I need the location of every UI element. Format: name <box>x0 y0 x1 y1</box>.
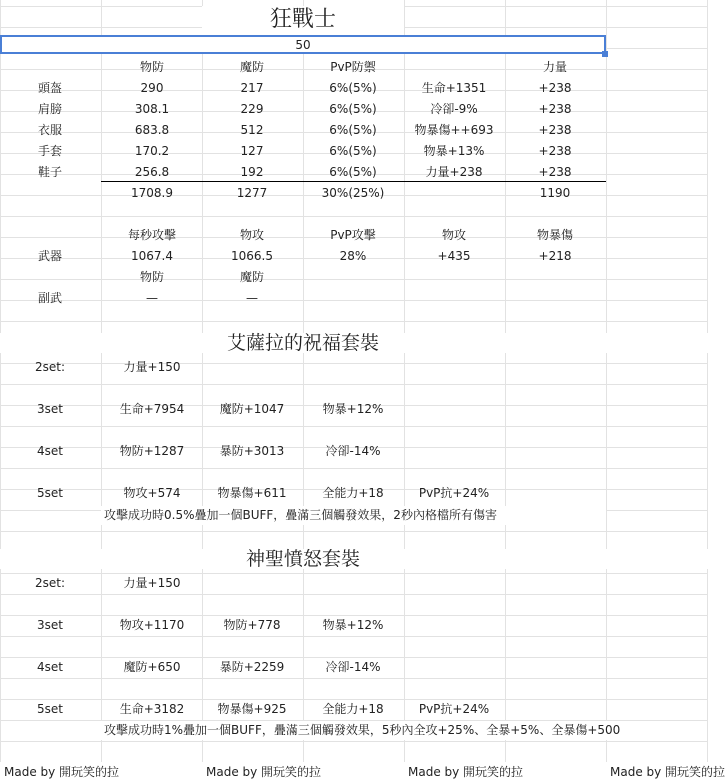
armor-extra: 冷卻-9% <box>430 102 478 116</box>
set-bonus: 物防+778 <box>223 618 281 632</box>
level-value: 50 <box>295 38 311 52</box>
armor-pvp: 6%(5%) <box>329 144 377 158</box>
weapon-header: 每秒攻擊 <box>127 228 177 242</box>
armor-extra: 力量+238 <box>425 165 483 179</box>
offhand-header: 物防 <box>139 270 165 284</box>
armor-pdef: 308.1 <box>134 102 170 116</box>
offhand-header: 魔防 <box>239 270 265 284</box>
set-bonus: 冷卻-14% <box>325 444 381 458</box>
weapon-value: 1066.5 <box>231 249 273 263</box>
set-bonus: 全能力+18 <box>322 702 384 716</box>
set-tier-label: 3set <box>37 618 63 632</box>
set-title: 神聖憤怒套裝 <box>245 548 361 570</box>
set-bonus: 全能力+18 <box>322 486 384 500</box>
footer-credit: Made by 開玩笑的拉 <box>610 765 725 779</box>
armor-pdef: 170.2 <box>134 144 170 158</box>
set-title: 艾薩拉的祝福套裝 <box>226 332 380 354</box>
set-tier-label: 4set <box>37 444 63 458</box>
set-bonus: 魔防+650 <box>123 660 181 674</box>
armor-str: +238 <box>538 165 572 179</box>
set-bonus: 物攻+1170 <box>119 618 185 632</box>
set-bonus: 暴防+2259 <box>219 660 285 674</box>
footer-credit: Made by 開玩笑的拉 <box>206 765 322 779</box>
set-tier-label: 5set <box>37 486 63 500</box>
armor-pvp: 6%(5%) <box>329 81 377 95</box>
set-tier-label: 3set <box>37 402 63 416</box>
offhand-value: — <box>246 291 258 305</box>
armor-slot: 手套 <box>37 144 63 158</box>
set-bonus: 物暴傷+611 <box>217 486 287 500</box>
armor-pdef: 256.8 <box>134 165 170 179</box>
set-bonus: 力量+150 <box>123 576 181 590</box>
total-pvp: 30%(25%) <box>321 186 385 200</box>
set-tier-label: 2set: <box>34 360 66 374</box>
weapon-header: PvP攻擊 <box>330 228 376 242</box>
weapon-value: 1067.4 <box>131 249 173 263</box>
weapon-value: +435 <box>437 249 471 263</box>
armor-mdef: 229 <box>240 102 264 116</box>
armor-str: +238 <box>538 144 572 158</box>
set-bonus: 物暴+12% <box>322 618 384 632</box>
set-bonus: 暴防+3013 <box>219 444 285 458</box>
armor-header-mdef: 魔防 <box>239 60 265 74</box>
set-tier-label: 2set: <box>34 576 66 590</box>
weapon-value: 28% <box>339 249 367 263</box>
set-bonus: 魔防+1047 <box>219 402 285 416</box>
weapon-value: +218 <box>538 249 572 263</box>
set-bonus: 生命+7954 <box>119 402 185 416</box>
armor-mdef: 512 <box>240 123 264 137</box>
total-str: 1190 <box>539 186 571 200</box>
armor-slot: 頭盔 <box>37 81 63 95</box>
offhand-label: 副武 <box>37 291 63 305</box>
armor-slot: 衣服 <box>37 123 63 137</box>
armor-str: +238 <box>538 81 572 95</box>
weapon-label: 武器 <box>37 249 63 263</box>
armor-slot: 鞋子 <box>37 165 63 179</box>
armor-header-pdef: 物防 <box>139 60 165 74</box>
set-bonus: PvP抗+24% <box>418 702 490 716</box>
set-tier-label: 4set <box>37 660 63 674</box>
weapon-header: 物暴傷 <box>536 228 574 242</box>
armor-pvp: 6%(5%) <box>329 123 377 137</box>
set-bonus: 生命+3182 <box>119 702 185 716</box>
armor-str: +238 <box>538 102 572 116</box>
weapon-header: 物攻 <box>239 228 265 242</box>
footer-credit: Made by 開玩笑的拉 <box>4 765 120 779</box>
armor-extra: 物暴+13% <box>423 144 485 158</box>
armor-pvp: 6%(5%) <box>329 102 377 116</box>
armor-pdef: 683.8 <box>134 123 170 137</box>
total-mdef: 1277 <box>236 186 268 200</box>
set-bonus: 冷卻-14% <box>325 660 381 674</box>
set-bonus: PvP抗+24% <box>418 486 490 500</box>
set-note: 攻擊成功時1%疊加一個BUFF，疊滿三個觸發效果，5秒內全攻+25%、全暴+5%、全暴傷+500 <box>104 723 621 737</box>
set-bonus: 力量+150 <box>123 360 181 374</box>
weapon-header: 物攻 <box>441 228 467 242</box>
fill-handle[interactable] <box>602 51 608 57</box>
armor-pvp: 6%(5%) <box>329 165 377 179</box>
armor-str: +238 <box>538 123 572 137</box>
sum-divider <box>101 181 606 182</box>
sheet-title: 狂戰士 <box>269 7 337 32</box>
armor-header-str: 力量 <box>542 60 568 74</box>
armor-mdef: 192 <box>240 165 264 179</box>
footer-credit: Made by 開玩笑的拉 <box>408 765 524 779</box>
armor-header-pvp: PvP防禦 <box>330 60 376 74</box>
set-bonus: 物暴+12% <box>322 402 384 416</box>
armor-slot: 肩膀 <box>37 102 63 116</box>
armor-extra: 物暴傷++693 <box>414 123 494 137</box>
armor-mdef: 127 <box>240 144 264 158</box>
armor-pdef: 290 <box>140 81 164 95</box>
set-bonus: 物暴傷+925 <box>217 702 287 716</box>
set-note: 攻擊成功時0.5%疊加一個BUFF，疊滿三個觸發效果，2秒內格檔所有傷害 <box>104 508 497 522</box>
set-bonus: 物防+1287 <box>119 444 185 458</box>
armor-extra: 生命+1351 <box>421 81 487 95</box>
total-pdef: 1708.9 <box>131 186 173 200</box>
set-tier-label: 5set <box>37 702 63 716</box>
armor-mdef: 217 <box>240 81 264 95</box>
set-bonus: 物攻+574 <box>123 486 181 500</box>
offhand-value: — <box>146 291 158 305</box>
